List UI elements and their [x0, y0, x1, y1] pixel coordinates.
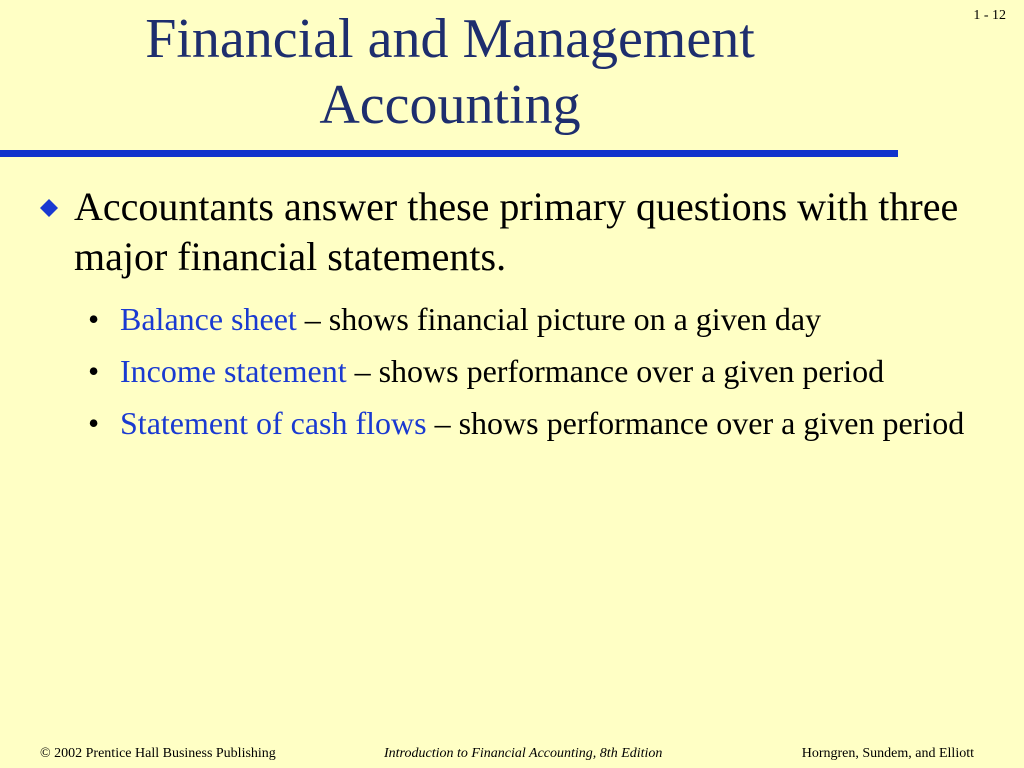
- bullet-dot: •: [88, 353, 100, 389]
- footer-authors: Horngren, Sundem, and Elliott: [801, 746, 974, 761]
- slide-title: Financial and Management Accounting: [145, 8, 755, 136]
- bullet-dot: •: [88, 301, 100, 337]
- statement-list: [88, 300, 968, 456]
- main-bullet: [40, 182, 1000, 282]
- bullet-dot: •: [88, 405, 100, 441]
- footer-copyright: © 2002 Prentice Hall Business Publishing: [40, 746, 276, 761]
- title-underline-rule: [0, 150, 898, 157]
- slide-number: 1 - 12: [973, 8, 1006, 23]
- statement-description: – shows performance over a given period: [426, 405, 965, 441]
- main-bullet-text: Accountants answer these primary questions with three major financial statements.: [74, 184, 959, 279]
- statement-term: Balance sheet: [120, 301, 297, 337]
- footer-book-title: Introduction to Financial Accounting, 8th Edition: [384, 746, 663, 761]
- statement-term: Statement of cash flows: [120, 405, 427, 441]
- list-item-balance-sheet: [88, 300, 968, 338]
- diamond-bullet-icon: [40, 199, 58, 217]
- statement-description: – shows financial picture on a given day: [296, 301, 822, 337]
- list-item-income-statement: [88, 352, 968, 390]
- statement-term: Income statement: [120, 353, 347, 389]
- statement-description: – shows performance over a given period: [346, 353, 885, 389]
- slide-footer: [0, 744, 1024, 764]
- list-item-cash-flows: [88, 404, 968, 442]
